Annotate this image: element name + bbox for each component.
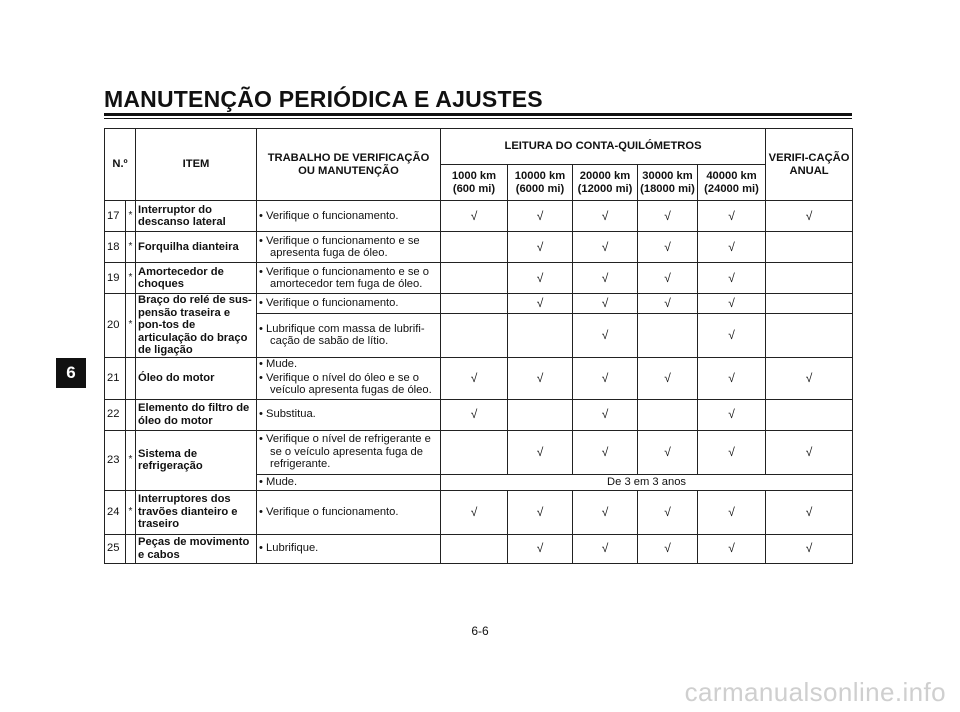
row-number: 22	[105, 399, 126, 430]
check-mark: √	[573, 399, 638, 430]
row-item: Braço do relé de sus-pensão traseira e pon-tos de articulação do braço de ligação	[136, 294, 257, 358]
interval-note: De 3 em 3 anos	[441, 474, 853, 490]
check-cell-empty	[441, 314, 508, 357]
check-mark: √	[766, 490, 853, 534]
row-work: • Verifique o funcionamento.	[257, 294, 441, 314]
table-row	[105, 201, 853, 232]
check-cell-empty	[441, 430, 508, 474]
table-row	[105, 357, 853, 370]
check-cell-empty	[638, 399, 698, 430]
row-item: Sistema de refrigeração	[136, 430, 257, 490]
row-item: Elemento do filtro de óleo do motor	[136, 399, 257, 430]
check-mark: √	[638, 534, 698, 563]
chapter-tab: 6	[56, 358, 86, 388]
row-work: • Verifique o funcionamento e se apresenta fuga de óleo.	[257, 232, 441, 263]
row-number: 18	[105, 232, 126, 263]
row-number: 17	[105, 201, 126, 232]
check-mark: √	[638, 232, 698, 263]
check-mark: √	[573, 314, 638, 357]
row-number: 21	[105, 357, 126, 399]
check-cell-empty	[441, 232, 508, 263]
check-mark: √	[573, 294, 638, 314]
check-mark: √	[698, 294, 766, 314]
check-mark: √	[766, 357, 853, 399]
check-mark: √	[441, 399, 508, 430]
table-row	[105, 490, 853, 534]
check-mark: √	[698, 399, 766, 430]
header-no: N.º	[105, 129, 136, 201]
check-mark: √	[508, 490, 573, 534]
table-row	[105, 534, 853, 563]
row-number: 24	[105, 490, 126, 534]
check-mark: √	[573, 232, 638, 263]
check-cell-empty	[766, 232, 853, 263]
check-mark: √	[638, 357, 698, 399]
star-mark: *	[126, 263, 136, 294]
check-mark: √	[698, 232, 766, 263]
row-work: • Mude.	[257, 357, 441, 370]
header-odometer: LEITURA DO CONTA-QUILÓMETROS	[441, 129, 766, 165]
check-mark: √	[638, 294, 698, 314]
check-mark: √	[698, 263, 766, 294]
check-mark: √	[573, 430, 638, 474]
check-mark: √	[508, 357, 573, 399]
header-annual: VERIFI-CAÇÃO ANUAL	[766, 129, 853, 201]
row-number: 23	[105, 430, 126, 490]
row-number: 25	[105, 534, 126, 563]
table-row	[105, 232, 853, 263]
check-mark: √	[441, 357, 508, 399]
table-row	[105, 399, 853, 430]
star-mark-empty	[126, 534, 136, 563]
check-mark: √	[766, 430, 853, 474]
check-mark: √	[638, 201, 698, 232]
table-row	[105, 294, 853, 314]
check-mark: √	[441, 490, 508, 534]
check-cell-empty	[766, 294, 853, 314]
check-cell-empty	[441, 294, 508, 314]
row-work: • Verifique o funcionamento.	[257, 201, 441, 232]
header-interval: 20000 km (12000 mi)	[573, 165, 638, 201]
check-cell-empty	[766, 314, 853, 357]
star-mark: *	[126, 430, 136, 490]
page-title: MANUTENÇÃO PERIÓDICA E AJUSTES	[104, 86, 543, 112]
star-mark: *	[126, 232, 136, 263]
check-mark: √	[573, 357, 638, 399]
row-item: Peças de movimento e cabos	[136, 534, 257, 563]
row-item: Forquilha dianteira	[136, 232, 257, 263]
check-cell-empty	[441, 534, 508, 563]
row-work: • Verifique o funcionamento.	[257, 490, 441, 534]
check-mark: √	[698, 357, 766, 399]
star-mark: *	[126, 201, 136, 232]
check-mark: √	[441, 201, 508, 232]
row-work: • Verifique o nível do óleo e se o veículo apresenta fugas de óleo.	[257, 370, 441, 399]
row-item: Interruptor do descanso lateral	[136, 201, 257, 232]
check-mark: √	[573, 490, 638, 534]
star-mark-empty	[126, 399, 136, 430]
watermark: carmanualsonline.info	[684, 677, 946, 707]
check-mark: √	[573, 534, 638, 563]
row-number: 20	[105, 294, 126, 358]
star-mark-empty	[126, 357, 136, 399]
check-cell-empty	[441, 263, 508, 294]
check-mark: √	[638, 263, 698, 294]
check-mark: √	[698, 534, 766, 563]
row-item: Amortecedor de choques	[136, 263, 257, 294]
title-rule-thick	[104, 113, 852, 116]
table-row	[105, 263, 853, 294]
row-number: 19	[105, 263, 126, 294]
header-interval: 40000 km (24000 mi)	[698, 165, 766, 201]
star-mark: *	[126, 294, 136, 358]
check-mark: √	[698, 490, 766, 534]
check-mark: √	[638, 430, 698, 474]
row-work: • Mude.	[257, 474, 441, 490]
row-work: • Verifique o funcionamento e se o amortecedor tem fuga de óleo.	[257, 263, 441, 294]
check-mark: √	[638, 490, 698, 534]
check-mark: √	[508, 201, 573, 232]
row-work: • Substitua.	[257, 399, 441, 430]
check-cell-empty	[508, 399, 573, 430]
check-cell-empty	[766, 399, 853, 430]
check-mark: √	[508, 294, 573, 314]
header-work: TRABALHO DE VERIFICAÇÃO OU MANUTENÇÃO	[257, 129, 441, 201]
check-mark: √	[573, 263, 638, 294]
header-interval: 10000 km (6000 mi)	[508, 165, 573, 201]
check-mark: √	[508, 263, 573, 294]
header-interval: 30000 km (18000 mi)	[638, 165, 698, 201]
check-mark: √	[573, 201, 638, 232]
maintenance-table	[104, 128, 853, 564]
check-mark: √	[698, 314, 766, 357]
title-rule-thin	[104, 118, 852, 119]
header-interval: 1000 km (600 mi)	[441, 165, 508, 201]
row-item: Interruptores dos travões dianteiro e traseiro	[136, 490, 257, 534]
check-mark: √	[508, 430, 573, 474]
check-cell-empty	[638, 314, 698, 357]
check-mark: √	[766, 534, 853, 563]
page-number: 6-6	[471, 624, 489, 638]
row-work: • Lubrifique.	[257, 534, 441, 563]
header-item: ITEM	[136, 129, 257, 201]
check-mark: √	[508, 534, 573, 563]
check-mark: √	[766, 201, 853, 232]
check-mark: √	[698, 201, 766, 232]
star-mark: *	[126, 490, 136, 534]
row-item: Óleo do motor	[136, 357, 257, 399]
check-mark: √	[508, 232, 573, 263]
check-mark: √	[698, 430, 766, 474]
row-work: • Verifique o nível de refrigerante e se o veículo apresenta fuga de refrigerante.	[257, 430, 441, 474]
check-cell-empty	[766, 263, 853, 294]
check-cell-empty	[508, 314, 573, 357]
row-work: • Lubrifique com massa de lubrifi-cação de sabão de lítio.	[257, 314, 441, 357]
table-row	[105, 430, 853, 474]
